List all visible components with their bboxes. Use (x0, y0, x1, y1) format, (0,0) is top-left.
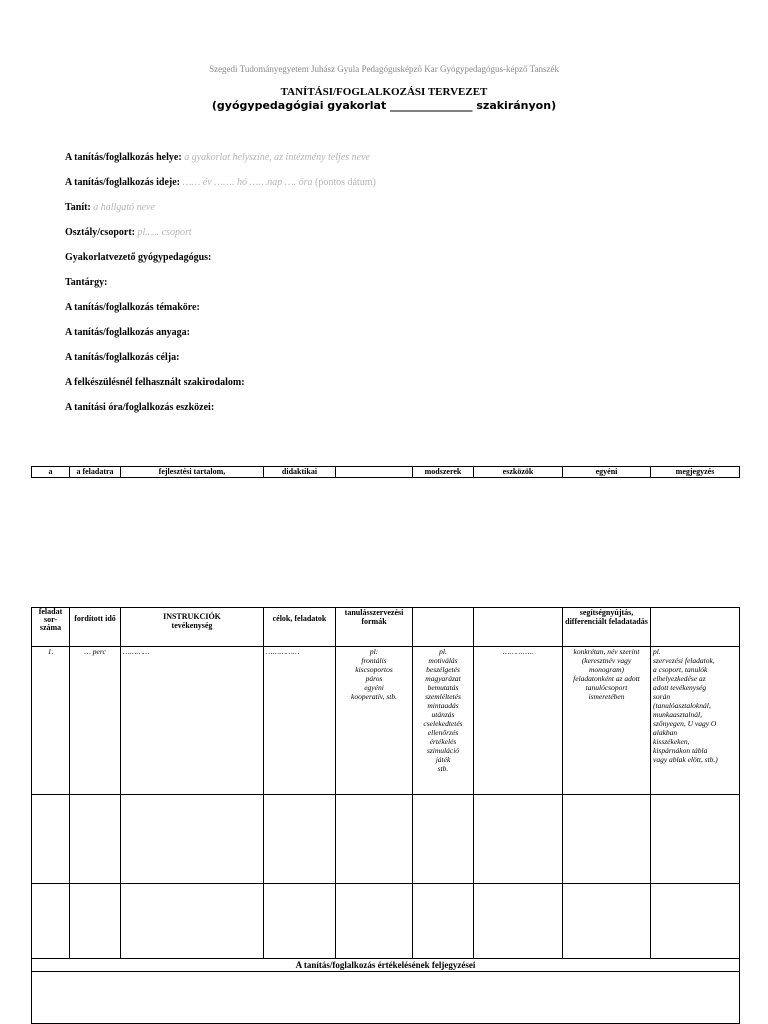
methods-cell: pl. motiválás beszélgetés magyarázat bemutatás szemléltetés mintaadás utánzás cselekedtetés ellenőrzés értékelés szimuláció játék stb. (413, 647, 474, 795)
header-instructions: INSTRUKCIÓK tevékenység (121, 608, 264, 647)
empty-cell (32, 884, 70, 959)
field-tools: A tanítási óra/foglalkozás eszközei: (65, 402, 215, 413)
header-task-number: feladat sor- száma (32, 608, 70, 647)
header-empty (474, 608, 563, 647)
evaluation-notes-cell (32, 972, 740, 1024)
document-title: TANÍTÁSI/FOGLALKOZÁSI TERVEZET (280, 86, 488, 98)
tools-cell: ………….. (474, 647, 563, 795)
header-empty (651, 608, 740, 647)
header-strip-cell: modszerek (413, 467, 474, 478)
header-organization: tanulásszervezési formák (336, 608, 413, 647)
table-row (32, 647, 740, 795)
empty-cell (413, 884, 474, 959)
header-strip-cell: a feladatra (70, 467, 121, 478)
task-number-cell: 1. (32, 647, 70, 795)
header-strip-cell: egyéni (563, 467, 651, 478)
empty-cell (474, 795, 563, 884)
header-time: fordított idő (70, 608, 121, 647)
header-strip-cell: megjegyzés (651, 467, 740, 478)
table-row (32, 884, 740, 959)
table-row (32, 795, 740, 884)
empty-cell (264, 884, 336, 959)
header-differentiation: segítségnyújtás, differenciált feladatadás (563, 608, 651, 647)
notes-cell: pl. szervezési feladatok, a csoport, tanulók elhelyezkedése az adott tevékenység során (tanulóasztaloknál, munkaasztalnál, szőnyegen, U vagy O alakban kisszékeken, kispárnákon tábla vagy ablak elött, stb.) (651, 647, 740, 795)
header-strip-cell: a (32, 467, 70, 478)
empty-cell (336, 884, 413, 959)
document-subtitle: (gyógypedagógiai gyakorlat _______________ szakirányon) (211, 99, 557, 112)
field-location: A tanítás/foglalkozás helye: a gyakorlat helyszíne, az intézmény teljes neve (65, 152, 370, 163)
evaluation-header-row (32, 959, 740, 972)
empty-cell (336, 795, 413, 884)
empty-cell (32, 795, 70, 884)
time-cell: … perc (70, 647, 121, 795)
evaluation-title: A tanítás/foglalkozás értékelésének feljegyzései (32, 959, 740, 972)
empty-cell (70, 884, 121, 959)
institution-name: Szegedi Tudományegyetem Juhász Gyula Pedagógusképző Kar Gyógypedagógus-képző Tanszék (209, 64, 559, 74)
empty-cell (563, 884, 651, 959)
empty-cell (474, 884, 563, 959)
header-empty (413, 608, 474, 647)
instructions-cell: ………… (121, 647, 264, 795)
header-strip-cell: eszközök (474, 467, 563, 478)
empty-cell (563, 795, 651, 884)
field-subject: Tantárgy: (65, 277, 108, 288)
empty-cell (121, 884, 264, 959)
differentiation-cell: konkrétan, név szerint (keresztnév vagy monogram) feladatonként az adott tanulócsoport ismeretében (563, 647, 651, 795)
goals-cell: …………… (264, 647, 336, 795)
field-literature: A felkészülésnél felhasznált szakirodalom: (65, 377, 245, 388)
header-strip-cell: didaktikai (264, 467, 336, 478)
header-goals: célok, feladatok (264, 608, 336, 647)
field-topic: A tanítás/foglalkozás témaköre: (65, 302, 200, 313)
header-strip-table (31, 466, 740, 478)
lesson-plan-table (31, 607, 740, 1024)
empty-cell (651, 884, 740, 959)
organization-forms-cell: pl: frontális kiscsoportos páros egyéni kooperatív, stb. (336, 647, 413, 795)
header-strip-row (32, 467, 740, 478)
table-header-row (32, 608, 740, 647)
empty-cell (70, 795, 121, 884)
field-supervisor: Gyakorlatvezető gyógypedagógus: (65, 252, 212, 263)
field-material: A tanítás/foglalkozás anyaga: (65, 327, 191, 338)
field-class: Osztály/csoport: pl.…. csoport (65, 227, 192, 238)
header-strip-cell (336, 467, 413, 478)
empty-cell (413, 795, 474, 884)
field-teacher: Tanít: a hallgató neve (65, 202, 155, 213)
header-strip-cell: fejlesztési tartalom, (121, 467, 264, 478)
field-time: A tanítás/foglalkozás ideje: …… év ……. hó ……nap …. óra (pontos dátum) (65, 177, 376, 188)
field-goal: A tanítás/foglalkozás célja: (65, 352, 180, 363)
empty-cell (121, 795, 264, 884)
evaluation-notes-row (32, 972, 740, 1024)
empty-cell (651, 795, 740, 884)
empty-cell (264, 795, 336, 884)
